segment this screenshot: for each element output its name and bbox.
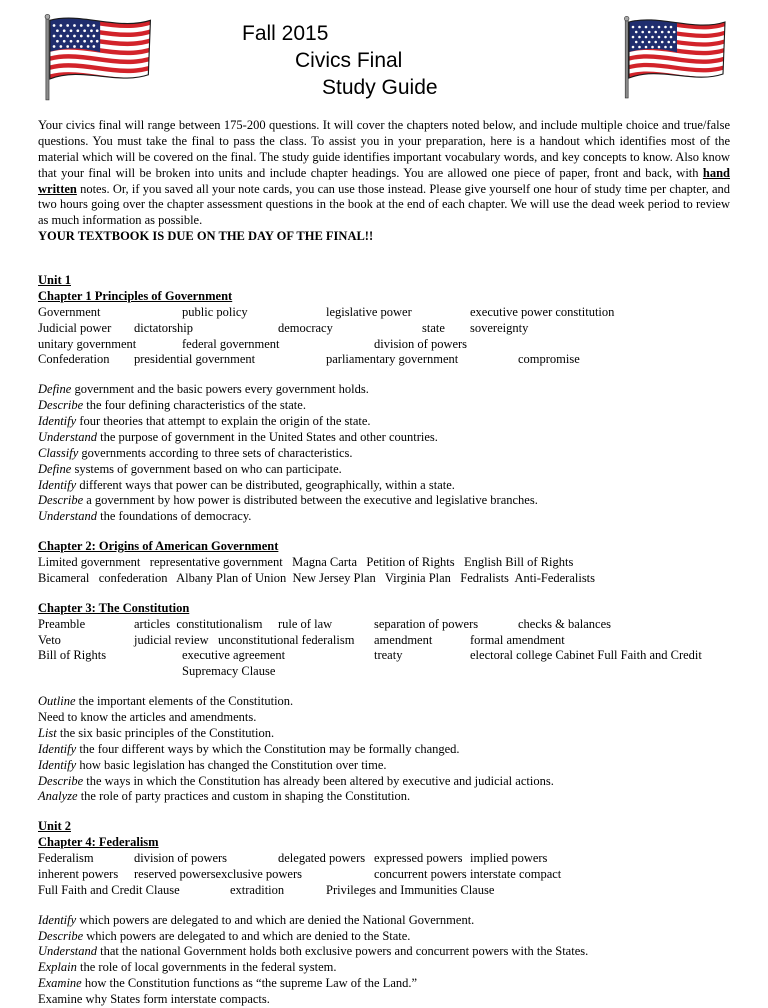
objective-text: that the national Government holds both exclusive powers and concurrent powers with the States. — [97, 944, 589, 959]
objective-text: the role of local governments in the federal system. — [76, 960, 337, 975]
objective-text: government and the basic powers every government holds. — [71, 382, 369, 397]
objective-verb: Identify — [38, 741, 77, 756]
vocab-line: inherent powers reserved powersexclusive powers concurrent powers interstate compact — [38, 866, 562, 881]
chapter1-heading: Chapter 1 Principles of Government — [38, 288, 233, 303]
objective-verb: Understand — [38, 509, 98, 524]
vocab-line: unitary government federal government division of powers — [38, 336, 468, 351]
unit1-heading: Unit 1 — [38, 273, 71, 287]
objective-text: four theories that attempt to explain the origin of the state. — [76, 414, 371, 428]
vocab-line: Full Faith and Credit Clause extradition Privileges and Immunities Clause — [38, 882, 495, 897]
objective-line — [38, 758, 730, 774]
textbook-due-notice: YOUR TEXTBOOK IS DUE ON THE DAY OF THE FINAL!! — [38, 229, 374, 244]
vocab-line: Bill of Rights executive agreement treaty electoral college Cabinet Full Faith and Credit — [38, 648, 702, 663]
vocab-line: Government public policy legislative power executive power constitution — [38, 304, 615, 319]
objective-verb: Describe — [38, 398, 84, 413]
vocab-line: Bicameral confederation Albany Plan of Union New Jersey Plan Virginia Plan Fedralists Anti-Federalists — [38, 570, 596, 585]
chapter3-vocab — [38, 617, 730, 681]
objective-text: a government by how power is distributed between the executive and legislative branches. — [83, 493, 538, 508]
chapter2-vocab — [38, 555, 730, 587]
objective-text: Need to know the articles and amendments. — [38, 710, 257, 724]
objective-verb: Identify — [38, 414, 77, 428]
objective-line — [38, 944, 730, 960]
objective-line — [38, 462, 730, 478]
objective-verb: Identify — [38, 477, 77, 492]
objective-verb: Identify — [38, 757, 77, 772]
objective-line — [38, 430, 730, 446]
objective-verb: Classify — [38, 445, 79, 460]
objective-text: the four different ways by which the Constitution may be formally changed. — [76, 741, 460, 756]
chapter3-heading: Chapter 3: The Constitution — [38, 600, 190, 615]
document-title — [242, 14, 438, 101]
us-flag-right-icon — [618, 16, 730, 100]
objective-verb: Examine — [38, 976, 82, 991]
objective-text: Examine why States form interstate compacts. — [38, 992, 270, 1006]
vocab-line: Preamble articles constitutionalism rule of law separation of powers checks & balances — [38, 616, 612, 631]
intro-paragraph — [38, 118, 730, 229]
objective-verb: Analyze — [38, 789, 78, 804]
document-header — [38, 14, 730, 108]
objective-line — [38, 976, 730, 992]
objective-text: the role of party practices and custom in shaping the Constitution. — [77, 789, 411, 804]
objective-verb: Understand — [38, 429, 98, 444]
objective-verb: Explain — [38, 960, 77, 975]
chapter3-objectives — [38, 694, 730, 805]
title-line-3: Study Guide — [322, 76, 438, 100]
objective-verb: Define — [38, 461, 72, 476]
objective-text: how the Constitution functions as “the supreme Law of the Land.” — [81, 976, 418, 991]
chapter1-objectives — [38, 382, 730, 525]
vocab-line: Confederation presidential government parliamentary government compromise — [38, 352, 580, 367]
objective-verb: Describe — [38, 773, 84, 788]
vocab-line: Judicial power dictatorship democracy state sovereignty — [38, 320, 529, 335]
objective-text: the purpose of government in the United States and other countries. — [97, 429, 438, 444]
objective-verb: Outline — [38, 694, 76, 709]
vocab-line: Veto judicial review unconstitutional federalism amendment formal amendment — [38, 632, 565, 647]
objective-line — [38, 493, 730, 509]
objective-line — [38, 382, 730, 398]
vocab-line: Limited government representative government Magna Carta Petition of Rights English Bill of Rights — [38, 555, 574, 569]
objective-text: the important elements of the Constitution. — [75, 694, 294, 709]
objective-line — [38, 960, 730, 976]
objective-line — [38, 726, 730, 742]
objective-text: different ways that power can be distributed, geographically, within a state. — [76, 477, 455, 492]
objective-line — [38, 398, 730, 414]
objective-text: the six basic principles of the Constitution. — [56, 725, 275, 740]
intro-text-before: Your civics final will range between 175-200 questions. It will cover the chapters noted below, and include multiple choice and true/false questions. You must take the final to pass the class. To assist you in your preparation, here is a handout which identifies most of the material which will be covered on the final. The study guide identifies important vocabulary words, and key concepts to know. Also know that your final will be broken into units and include chapter headings. You are allowed one piece of paper, front and back, with — [38, 118, 730, 180]
objective-verb: Define — [38, 382, 72, 397]
objective-line — [38, 992, 730, 1008]
objective-line — [38, 710, 730, 726]
intro-text-after: notes. Or, if you saved all your note cards, you can use those instead. Please give yourself one hour of study time per chapter, and two hours going over the chapter assessment questions in the book at the end of each chapter. We will use the dead week period to review as much information as possible. — [38, 181, 730, 228]
objective-text: governments according to three sets of characteristics. — [78, 445, 353, 460]
objective-verb: Describe — [38, 493, 84, 508]
objective-text: the ways in which the Constitution has already been altered by executive and judicial actions. — [83, 773, 554, 788]
objective-line — [38, 929, 730, 945]
title-line-1: Fall 2015 — [242, 22, 329, 45]
objective-verb: Identify — [38, 912, 77, 927]
vocab-line: Supremacy Clause — [38, 664, 276, 679]
objective-text: the foundations of democracy. — [97, 509, 252, 524]
objective-verb: Understand — [38, 944, 98, 959]
chapter2-heading: Chapter 2: Origins of American Government — [38, 539, 279, 554]
objective-line — [38, 774, 730, 790]
us-flag-left-icon — [38, 14, 156, 102]
objective-line — [38, 694, 730, 710]
unit2-heading: Unit 2 — [38, 819, 71, 834]
objective-line — [38, 789, 730, 805]
objective-verb: List — [38, 725, 57, 740]
objective-text: which powers are delegated to and which are denied to the State. — [83, 928, 411, 943]
intro-handwritten-emphasis: hand written — [38, 165, 730, 196]
chapter1-vocab — [38, 305, 730, 369]
objective-line — [38, 913, 730, 929]
objective-text: how basic legislation has changed the Constitution over time. — [76, 757, 387, 772]
objective-text: the four defining characteristics of the state. — [83, 398, 306, 413]
objective-text: which powers are delegated to and which are denied the National Government. — [76, 912, 475, 927]
objective-line — [38, 478, 730, 494]
chapter4-vocab — [38, 851, 730, 899]
chapter4-heading: Chapter 4: Federalism — [38, 835, 159, 850]
objective-line — [38, 742, 730, 758]
objective-text: systems of government based on who can participate. — [71, 461, 342, 476]
title-line-2: Civics Final — [295, 49, 403, 73]
objective-line — [38, 509, 730, 525]
objective-verb: Describe — [38, 928, 84, 943]
objective-line — [38, 414, 730, 430]
objective-line — [38, 446, 730, 462]
vocab-line: Federalism division of powers delegated powers expressed powers implied powers — [38, 851, 548, 865]
